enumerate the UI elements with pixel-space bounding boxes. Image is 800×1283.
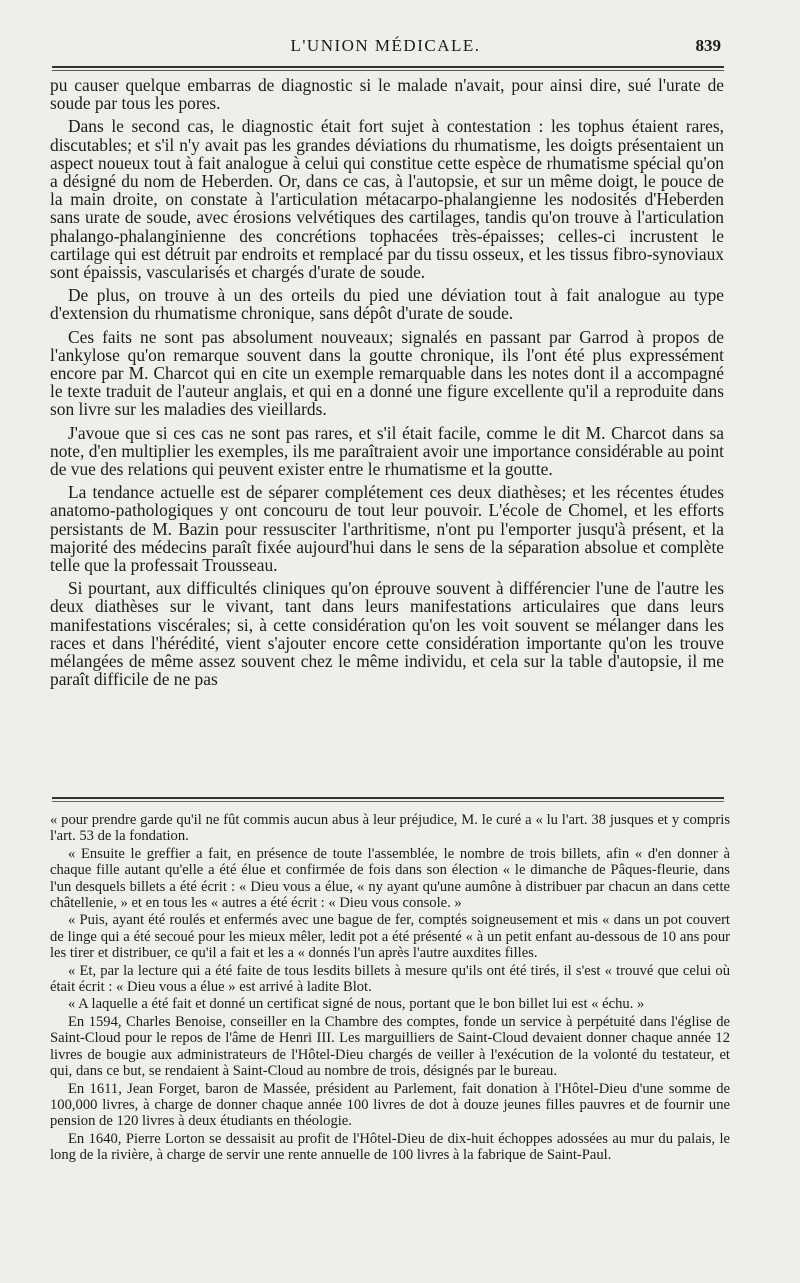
paragraph: pu causer quelque embarras de diagnostic si le malade n'avait, pour ainsi dire, sué l'urate de soude par tous les pores. [50, 75, 724, 114]
paragraph: La tendance actuelle est de séparer complétement ces deux diathèses; et les récentes études anatomo-pathologiques y ont concouru de tout leur pouvoir. L'école de Chomel, et les efforts persistants de M. Bazin pour ressusciter l'arthritisme, n'ont pu l'emporter jusqu'à présent, et la majorité des médecins paraît fixée aujourd'hui dans le sens de la séparation absolue et complète telle que la professait Trousseau. [50, 482, 724, 576]
paragraph: De plus, on trouve à un des orteils du pied une déviation tout à fait analogue au type d'extension du rhumatisme chronique, sans dépôt d'urate de soude. [50, 285, 724, 324]
header-rule [52, 66, 724, 68]
note-paragraph: « pour prendre garde qu'il ne fût commis aucun abus à leur préjudice, M. le curé a « lu l'art. 38 jusques et y compris l'art. 53 de la fondation. [50, 812, 730, 845]
note-paragraph: En 1640, Pierre Lorton se dessaisit au profit de l'Hôtel-Dieu de dix-huit échoppes adossées au mur du palais, le long de la rivière, à charge de servir une rente annuelle de 100 livres à la fabrique de Saint-Paul. [50, 1130, 730, 1164]
paragraph: J'avoue que si ces cas ne sont pas rares, et s'il était facile, comme le dit M. Charcot dans sa note, d'en multiplier les exemples, ils me paraîtraient avoir une importance considérable au point de vue des relations qui peuvent exister entre le rhumatisme et la goutte. [50, 422, 724, 480]
main-text [50, 76, 724, 694]
paragraph: Ces faits ne sont pas absolument nouveaux; signalés en passant par Garrod à propos de l'ankylose qu'on remarque souvent dans la goutte chronique, ils l'ont été plus expressément encore par M. Charcot qui en cite un exemple remarquable dans les notes dont il a accompagné le texte traduit de l'auteur anglais, et qui en a donné une figure excellente qu'il a reproduite dans son livre sur les maladies des vieillards. [50, 326, 724, 420]
paragraph: Dans le second cas, le diagnostic était fort sujet à contestation : les tophus étaient rares, discutables; et s'il n'y avait pas les grandes déviations du rhumatisme, les doigts présentaient un aspect noueux tout à fait analogue à celui qui constitue cette espèce de rhumatisme spécial qu'on a désigné du nom de Heberden. Or, dans ce cas, à l'autopsie, et sur un même doigt, le pouce de la main droite, on constate à l'articulation métacarpo-phalangienne les nodosités d'Heberden sans urate de soude, avec érosions velvétiques des cartilages, tandis qu'on trouve à l'articulation phalango-phalanginienne des concrétions tophacées très-épaisses; celles-ci incrustent le cartilage qui est détruit par endroits et remplacé par du tissu osseux, et les tissus fibro-synoviaux sont épaissis, vascularisés et chargés d'urate de soude. [50, 116, 724, 283]
section-rule-thin [52, 801, 724, 802]
note-paragraph: « Et, par la lecture qui a été faite de tous lesdits billets à mesure qu'ils ont été tirés, il s'est « trouvé que celui où était écrit : « Dieu vous a élue » est arrivé à ladite Blot. [50, 962, 730, 996]
footnotes [50, 812, 730, 1165]
note-paragraph: « Ensuite le greffier a fait, en présence de toute l'assemblée, le nombre de trois billets, afin « d'en donner à chaque fille autant qu'elle a été élue et confirmée de fois dans son élection « le dimanche de Pâques-fleurie, dans l'un desquels billets a été écrit : « Dieu vous a élue, « ny ayant qu'une aumône à distribuer par chacun an dans cette châtellenie, » et en tous les « autres a été écrit : « Dieu vous console. » [50, 845, 730, 912]
note-paragraph: « Puis, ayant été roulés et enfermés avec une bague de fer, comptés soigneusement et mis « dans un pot couvert de linge qui a été secoué pour les mieux mêler, ledit pot a été présenté « à un petit enfant au-dessous de 10 ans pour les tirer et distribuer, ce qu'il a fait et les a « donnés l'un après l'autre auxdites filles. [50, 912, 730, 962]
note-paragraph: En 1611, Jean Forget, baron de Massée, président au Parlement, fait donation à l'Hôtel-Dieu d'une somme de 100,000 livres, à charge de donner chaque année 100 livres de dot à douze jeunes filles pauvres et de fournir une pension de 120 livres à deux étudiants en théologie. [50, 1080, 730, 1130]
section-rule [52, 797, 724, 799]
page-header [48, 34, 723, 64]
paragraph: Si pourtant, aux difficultés cliniques qu'on éprouve souvent à différencier l'une de l'autre les deux diathèses sur le vivant, tant dans leurs manifestations articulaires que dans leurs manifestations viscérales; si, à cette considération qu'on les voit souvent se mélanger dans les races et dans l'hérédité, vient s'ajouter encore cette considération importante qu'on les trouve mélangées de même assez souvent chez le même individu, et cela sur la table d'autopsie, il me paraît difficile de ne pas [50, 578, 724, 690]
note-paragraph: En 1594, Charles Benoise, conseiller en la Chambre des comptes, fonde un service à perpétuité dans l'église de Saint-Cloud pour le repos de l'âme de Henri III. Les marguilliers de Saint-Cloud devaient donner chaque année 12 livres de bougie aux administrateurs de l'Hôtel-Dieu chargés de veiller à l'exécution de la volonté du testateur, et qui, dans ce but, se rendaient à Saint-Cloud au nombre de trois, désignés par le bureau. [50, 1013, 730, 1080]
running-title: L'UNION MÉDICALE. [290, 36, 481, 55]
note-paragraph: « A laquelle a été fait et donné un certificat signé de nous, portant que le bon billet lui est « échu. » [68, 996, 645, 1013]
header-rule-thin [52, 70, 724, 71]
page-number: 839 [695, 36, 721, 55]
